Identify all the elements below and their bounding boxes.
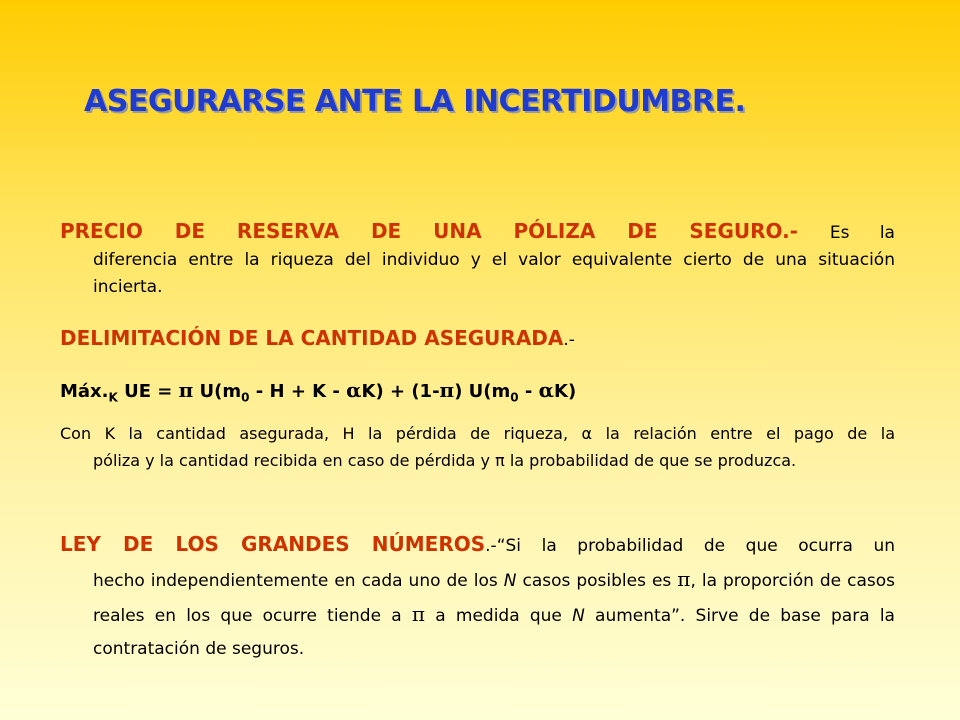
heading-reservation-price: PRECIO DE RESERVA DE UNA PÓLIZA DE SEGURO (60, 219, 783, 243)
formula-part: K) (554, 381, 577, 402)
n-symbol: N (572, 606, 585, 626)
heading-law-large-numbers: LEY DE LOS GRANDES NÚMEROS (60, 532, 486, 556)
alpha-symbol: α (346, 378, 362, 402)
pi-symbol: π (677, 567, 691, 591)
formula-part: - (518, 381, 539, 402)
definitions-line1: Con K la cantidad asegurada, H la pérdida de riqueza, α la relación entre el pago de la (60, 424, 895, 443)
formula-part: U(m (193, 381, 242, 402)
formula-part: - H + K - (249, 381, 347, 402)
formula-subscript: K (108, 390, 118, 405)
heading-insured-amount: DELIMITACIÓN DE LA CANTIDAD ASEGURADA (60, 326, 564, 350)
formula-part: Máx. (60, 381, 109, 402)
law-text: casos posibles es (516, 571, 678, 591)
section-variable-definitions (60, 420, 895, 474)
law-body (60, 563, 895, 666)
heading-separator: .- (563, 330, 575, 350)
expected-utility-formula (60, 378, 576, 405)
section-law-large-numbers (60, 528, 895, 666)
law-text: aumenta”. Sirve de base para la contratación de seguros. (93, 606, 895, 659)
pi-symbol: π (411, 602, 426, 626)
section-reservation-price (60, 218, 895, 301)
formula-subscript: 0 (510, 390, 519, 405)
formula-subscript: 0 (241, 390, 250, 405)
law-text: , la proporción de casos reales en los que ocurre tiende a (93, 571, 896, 626)
reservation-price-body: diferencia entre la riqueza del individuo y el valor equivalente cierto de una situación incierta. (93, 250, 895, 297)
reservation-price-lead: Es la (829, 223, 895, 243)
heading-separator: .- (782, 219, 830, 243)
section-insured-amount (60, 325, 895, 354)
alpha-symbol: α (538, 378, 555, 402)
formula-part: ) U(m (454, 381, 511, 402)
slide-title: ASEGURARSE ANTE LA INCERTIDUMBRE. (84, 84, 746, 119)
law-text: hecho independientemente en cada uno de los (93, 571, 504, 591)
formula-part: UE = (117, 381, 179, 402)
section-reservation-price-line1 (60, 218, 895, 247)
law-lead: “Si la probabilidad de que ocurra un (496, 536, 895, 556)
law-line1 (60, 528, 895, 563)
law-text: a medida que (425, 606, 573, 626)
pi-symbol: π (178, 378, 194, 402)
pi-symbol: π (439, 378, 455, 402)
n-symbol: N (503, 571, 517, 591)
formula-part: K) + (1- (361, 381, 440, 402)
definitions-body: póliza y la cantidad recibida en caso de pérdida y π la probabilidad de que se produzca. (93, 451, 797, 470)
heading-separator: .- (485, 536, 497, 556)
